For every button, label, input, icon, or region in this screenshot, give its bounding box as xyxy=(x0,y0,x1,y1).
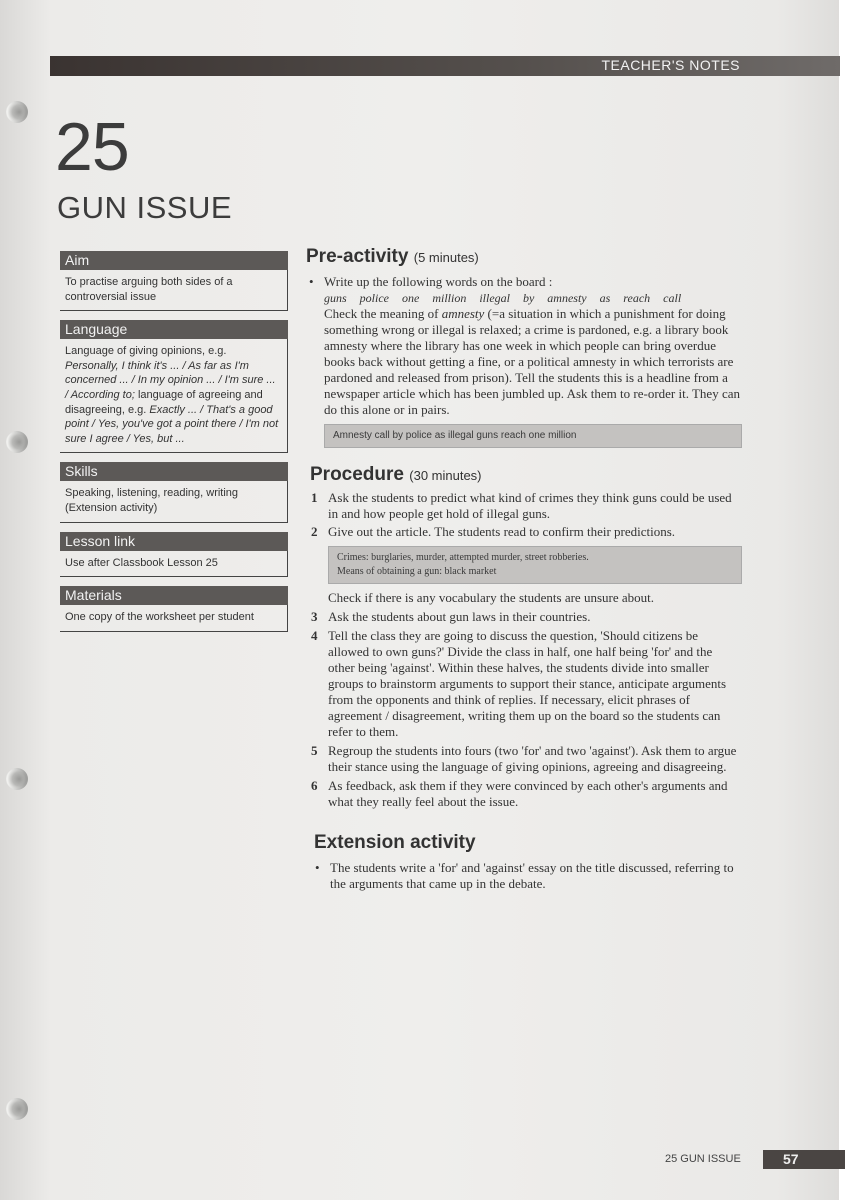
pre-activity-check xyxy=(324,306,742,418)
step-text: Regroup the students into fours (two 'for' and two 'against'). Ask them to argue their stance using the language of giving opinions, agreeing and disagreeing. xyxy=(328,743,737,774)
step-number: 2 xyxy=(311,524,318,539)
lesson-title: GUN ISSUE xyxy=(57,190,233,225)
step-number: 3 xyxy=(311,609,318,624)
procedure-heading xyxy=(310,464,742,486)
procedure-step xyxy=(306,628,742,740)
lesson-number: 25 xyxy=(55,109,129,185)
language-line2: language of agreeing and disagreeing, e.g. xyxy=(65,388,263,416)
jumbled-words: guns police one million illegal by amnesty as reach call xyxy=(324,291,682,305)
procedure-step xyxy=(306,778,742,810)
language-examples2: Exactly ... / That's a good point / Yes, you've got a point there / I'm not sure I agree / Yes, but ... xyxy=(65,403,279,445)
procedure-step xyxy=(306,743,742,775)
extension-bullet xyxy=(312,860,742,892)
step-text: Ask the students to predict what kind of crimes they think guns could be used in and how people get hold of illegal guns. xyxy=(328,490,732,521)
pre-activity-title: Pre-activity xyxy=(306,246,409,267)
lesson-link-text: Use after Classbook Lesson 25 xyxy=(60,551,288,578)
pre-activity-intro: Write up the following words on the board : xyxy=(324,274,553,289)
header-bar xyxy=(50,56,840,76)
header-title: TEACHER'S NOTES xyxy=(601,57,740,73)
skills-text: Speaking, listening, reading, writing (Extension activity) xyxy=(60,481,288,522)
check-text: (=a situation in which a punishment for doing something wrong or illegal is relaxed; a crime is pardoned, e.g. a library book amnesty where the library has one week in which people can bring overdue books back without getting a fine, or a political amnesty in which terrorists are pardoned and released from prison). Tell the students this is a headline from a newspaper article which has been jumbled up. Ask them to re-order it. They can do this alone or in pairs. xyxy=(324,306,740,417)
pre-activity-heading xyxy=(306,246,742,268)
check-prefix: Check the meaning of xyxy=(324,306,442,321)
main-content xyxy=(306,246,742,892)
language-text xyxy=(60,339,288,453)
procedure-title: Procedure xyxy=(310,464,404,485)
sidebar xyxy=(60,251,288,632)
answer-means: Means of obtaining a gun: black market xyxy=(337,566,497,577)
materials-heading: Materials xyxy=(60,586,288,605)
step-number: 6 xyxy=(311,778,318,793)
pre-activity-bullet xyxy=(306,274,742,418)
page-edge xyxy=(839,0,845,1200)
step-number: 5 xyxy=(311,743,318,758)
punch-hole-icon xyxy=(6,431,28,453)
procedure-step xyxy=(306,524,742,540)
extension-heading: Extension activity xyxy=(314,832,476,853)
page-number: 57 xyxy=(783,1151,799,1167)
bullet-icon: • xyxy=(315,860,320,875)
check-word: amnesty xyxy=(441,306,485,321)
language-examples1: Personally, I think it's ... / As far as I'm concerned ... / In my opinion ... / I'm sure ... / According to; xyxy=(65,359,276,401)
step-number: 4 xyxy=(311,628,318,643)
check-vocabulary: Check if there is any vocabulary the students are unsure about. xyxy=(328,590,654,605)
footer-label: 25 GUN ISSUE xyxy=(665,1153,741,1165)
footer-page-box xyxy=(763,1150,845,1169)
materials-text: One copy of the worksheet per student xyxy=(60,605,288,632)
procedure-steps xyxy=(306,490,742,810)
step-number: 1 xyxy=(311,490,318,505)
pre-activity-duration: (5 minutes) xyxy=(413,250,479,265)
step-text: As feedback, ask them if they were convinced by each other's arguments and what they really feel about the issue. xyxy=(328,778,728,809)
procedure-answer-box xyxy=(328,546,742,584)
aim-text: To practise arguing both sides of a controversial issue xyxy=(60,270,288,311)
procedure-step xyxy=(306,609,742,625)
procedure-duration: (30 minutes) xyxy=(409,468,482,483)
language-heading: Language xyxy=(60,320,288,339)
language-line1: Language of giving opinions, e.g. xyxy=(65,345,227,358)
bullet-icon: • xyxy=(309,274,314,289)
aim-heading: Aim xyxy=(60,251,288,270)
punch-hole-icon xyxy=(6,768,28,790)
step-text: Ask the students about gun laws in their countries. xyxy=(328,609,591,624)
step-text: Give out the article. The students read to confirm their predictions. xyxy=(328,524,676,539)
skills-heading: Skills xyxy=(60,462,288,481)
procedure-step xyxy=(306,490,742,522)
lesson-link-heading: Lesson link xyxy=(60,532,288,551)
pre-activity-answer-box: Amnesty call by police as illegal guns reach one million xyxy=(324,424,742,448)
step-text: Tell the class they are going to discuss the question, 'Should citizens be allowed to own guns?' Divide the class in half, one half being 'for' and the other being 'against'. Within these halves, the students divide into smaller groups to brainstorm arguments to support their stance, anticipate arguments from the opponents and think of replies. If necessary, elicit phrases of agreement / disagreement, writing them up on the board so the students can refer to them. xyxy=(328,628,727,739)
punch-hole-icon xyxy=(6,1098,28,1120)
extension-text: The students write a 'for' and 'against' essay on the title discussed, referring to the arguments that came up in the debate. xyxy=(330,860,734,891)
punch-hole-icon xyxy=(6,101,28,123)
answer-crimes: Crimes: burglaries, murder, attempted murder, street robberies. xyxy=(337,552,589,563)
